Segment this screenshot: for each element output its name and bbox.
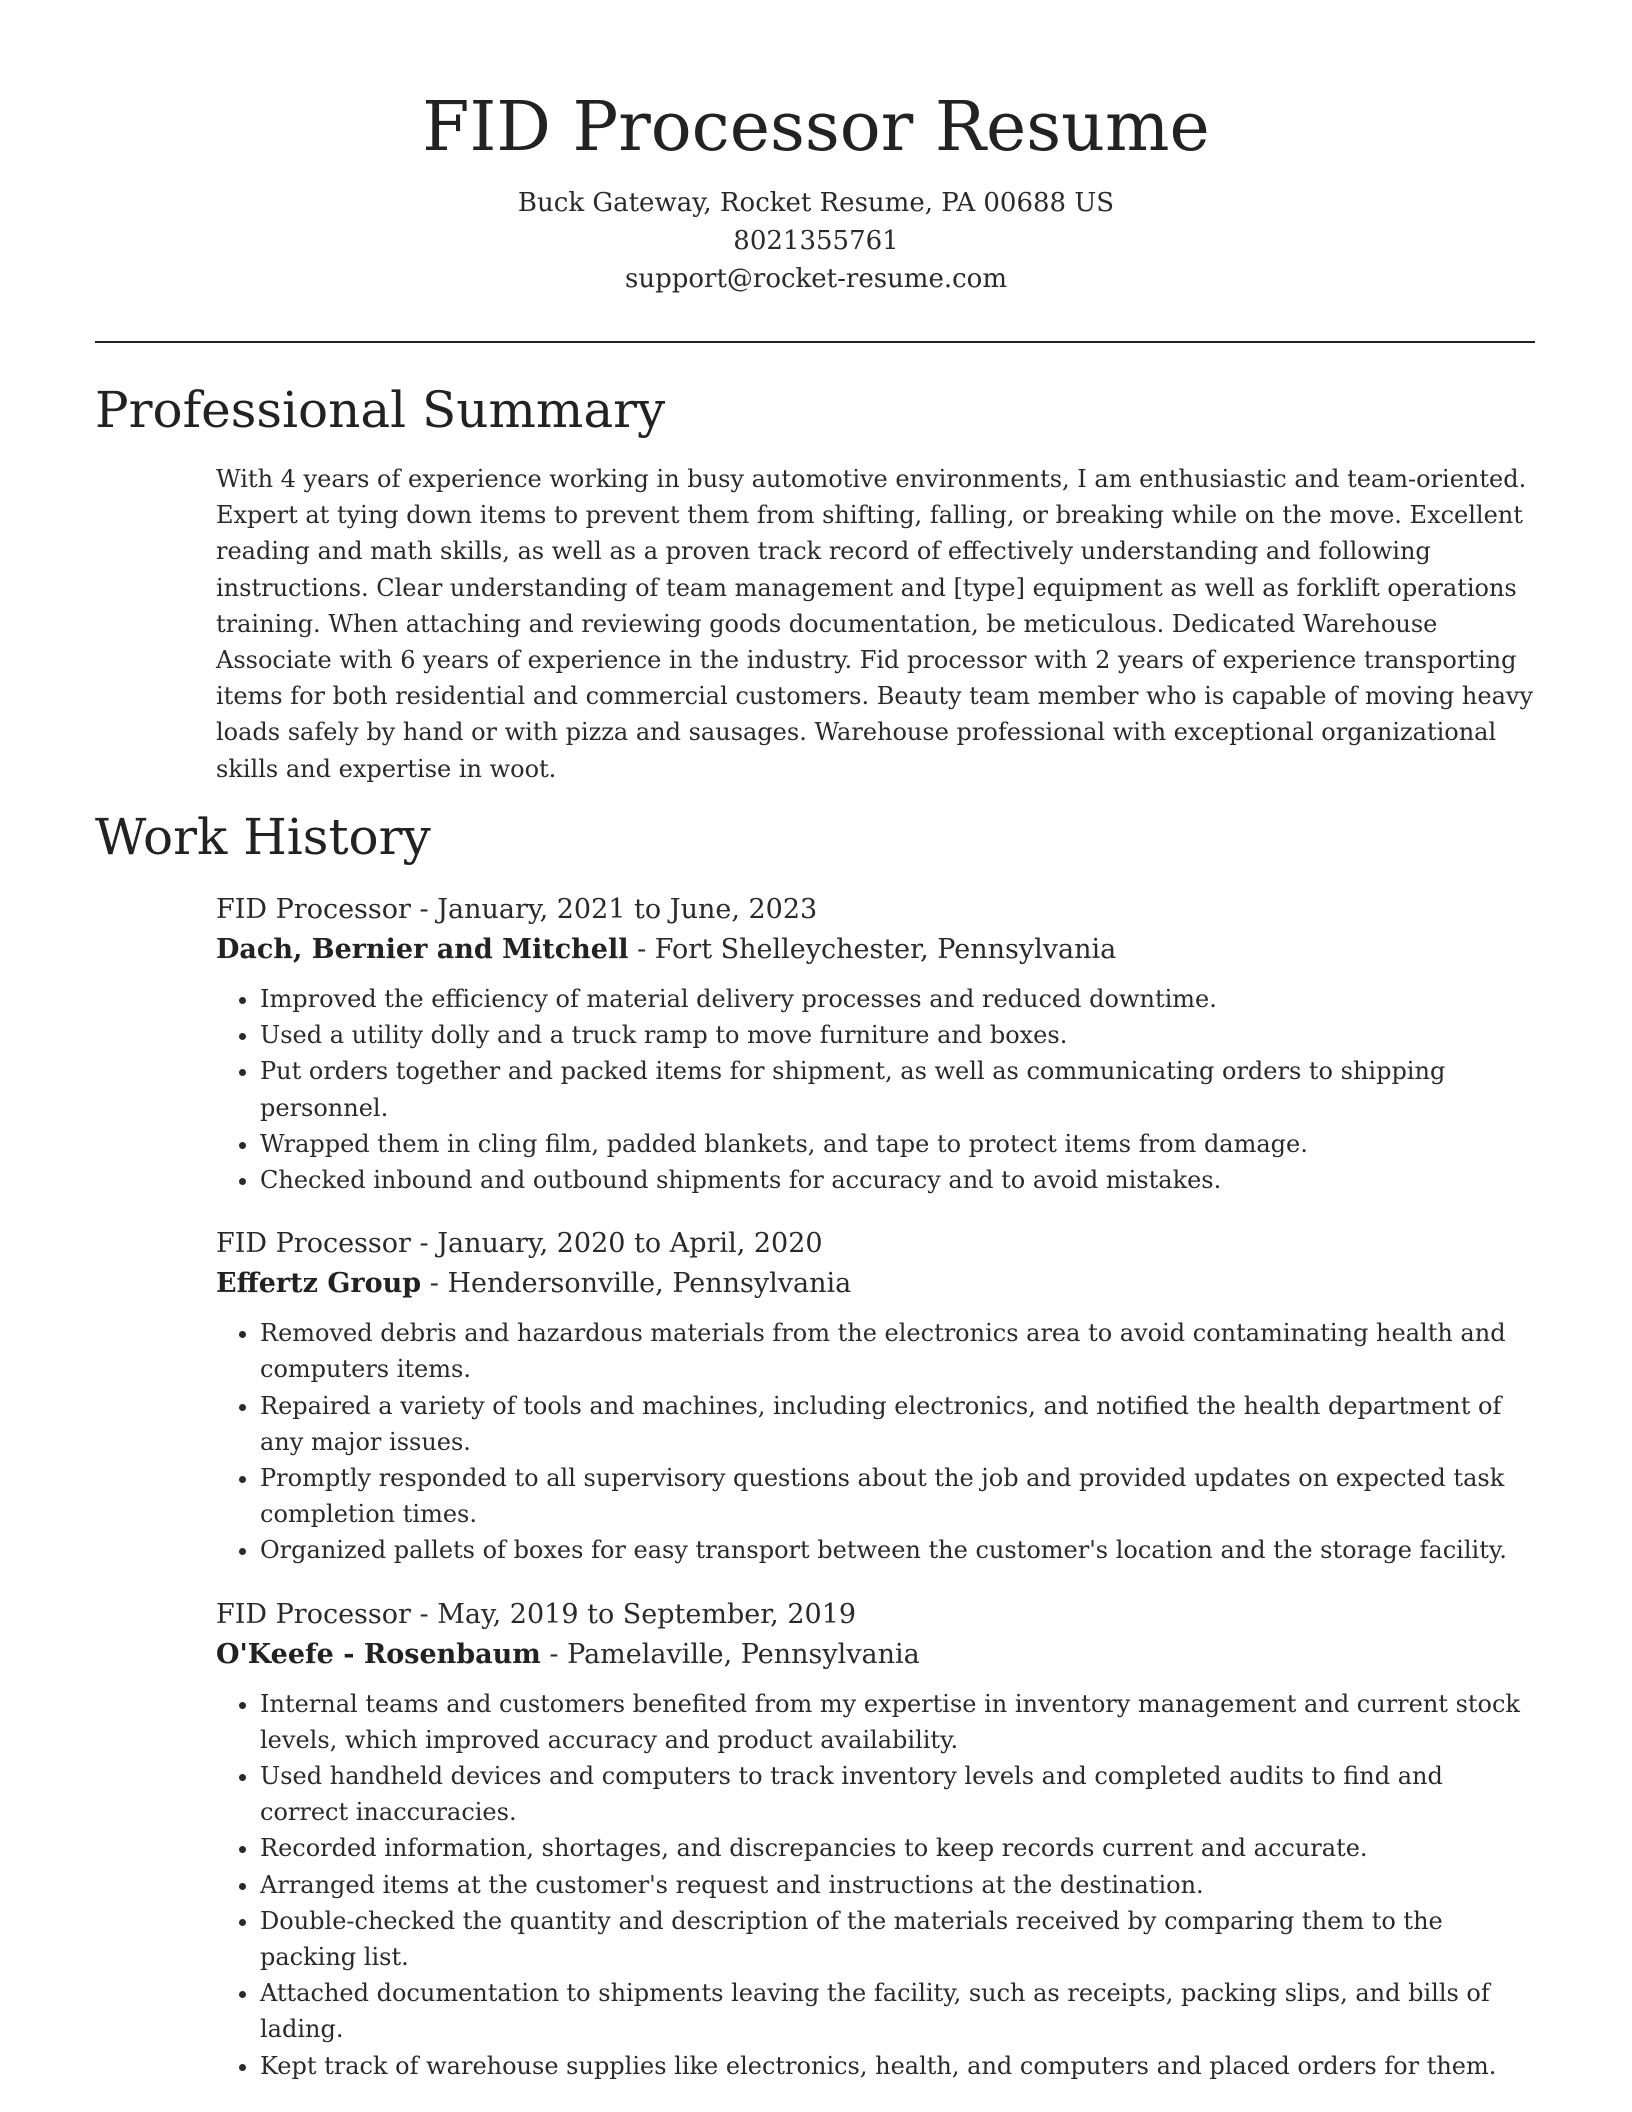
job-company-line bbox=[216, 930, 1536, 970]
work-history-heading: Work History bbox=[95, 808, 431, 866]
company-name: Dach, Bernier and Mitchell bbox=[216, 934, 629, 965]
contact-address: Buck Gateway, Rocket Resume, PA 00688 US bbox=[517, 188, 1115, 218]
job-bullets bbox=[216, 1686, 1536, 2084]
company-name: Effertz Group bbox=[216, 1268, 422, 1300]
list-item: • Checked inbound and outbound shipments for accuracy and to avoid mistakes. bbox=[260, 1162, 1536, 1198]
job-title-dates: FID Processor - January, 2021 to June, 2023 bbox=[216, 894, 818, 925]
job-entry bbox=[216, 890, 1536, 1198]
list-item: • Wrapped them in cling film, padded blankets, and tape to protect items from damage. bbox=[260, 1126, 1536, 1162]
job-bullets bbox=[216, 981, 1536, 1198]
contact-block bbox=[0, 184, 1632, 298]
job-title-dates: FID Processor - January, 2020 to April, 2020 bbox=[216, 1228, 823, 1260]
job-company-line bbox=[216, 1264, 1536, 1304]
job-title-dates: FID Processor - May, 2019 to September, 2019 bbox=[216, 1598, 857, 1630]
list-item: • Repaired a variety of tools and machines, including electronics, and notified the health department of any major issues. bbox=[260, 1388, 1536, 1460]
company-location: - Pamelaville, Pennsylvania bbox=[540, 1638, 920, 1670]
list-item: • Internal teams and customers benefited from my expertise in inventory management and current stock levels, which improved accuracy and product availability. bbox=[260, 1686, 1536, 1758]
company-location: - Fort Shelleychester, Pennsylvania bbox=[628, 934, 1117, 965]
header-divider bbox=[95, 341, 1535, 343]
work-history-list bbox=[216, 890, 1536, 2110]
list-item: • Double-checked the quantity and description of the materials received by comparing them to the packing list. bbox=[260, 1903, 1536, 1975]
summary-text: With 4 years of experience working in busy automotive environments, I am enthusiastic and team-oriented. Expert at tying down items to prevent them from shifting, falling, or breaking while on the move. Excellent reading and math skills, as well as a proven track record of effectively understanding and following instructions. Clear understanding of team management and [type] equipment as well as forklift operations training. When attaching and reviewing goods documentation, be meticulous. Dedicated Warehouse Associate with 6 years of experience in the industry. Fid processor with 2 years of experience transporting items for both residential and commercial customers. Beauty team member who is capable of moving heavy loads safely by hand or with pizza and sausages. Warehouse professional with exceptional organizational skills and expertise in woot. bbox=[216, 465, 1534, 783]
contact-phone: 8021355761 bbox=[733, 226, 899, 256]
list-item: • Recorded information, shortages, and discrepancies to keep records current and accurate. bbox=[260, 1830, 1536, 1866]
company-location: - Hendersonville, Pennsylvania bbox=[421, 1268, 852, 1300]
summary-heading: Professional Summary bbox=[95, 381, 666, 439]
list-item: • Attached documentation to shipments leaving the facility, such as receipts, packing slips, and bills of lading. bbox=[260, 1975, 1536, 2047]
job-entry bbox=[216, 1224, 1536, 1568]
list-item: • Organized pallets of boxes for easy transport between the customer's location and the storage facility. bbox=[260, 1532, 1536, 1568]
contact-email: support@rocket-resume.com bbox=[624, 264, 1007, 294]
resume-title: FID Processor Resume bbox=[422, 88, 1210, 167]
list-item: • Put orders together and packed items for shipment, as well as communicating orders to shipping personnel. bbox=[260, 1053, 1536, 1125]
list-item: • Used handheld devices and computers to track inventory levels and completed audits to find and correct inaccuracies. bbox=[260, 1758, 1536, 1830]
job-company-line bbox=[216, 1635, 1536, 1675]
job-entry bbox=[216, 1595, 1536, 2084]
list-item: • Arranged items at the customer's request and instructions at the destination. bbox=[260, 1867, 1536, 1903]
list-item: • Used a utility dolly and a truck ramp to move furniture and boxes. bbox=[260, 1017, 1536, 1053]
list-item: • Promptly responded to all supervisory questions about the job and provided updates on expected task completion times. bbox=[260, 1460, 1536, 1532]
resume-header bbox=[0, 0, 1632, 298]
company-name: O'Keefe - Rosenbaum bbox=[216, 1638, 541, 1670]
list-item: • Removed debris and hazardous materials from the electronics area to avoid contaminating health and computers items. bbox=[260, 1315, 1536, 1387]
list-item: • Kept track of warehouse supplies like electronics, health, and computers and placed orders for them. bbox=[260, 2048, 1536, 2084]
list-item: • Improved the efficiency of material delivery processes and reduced downtime. bbox=[260, 981, 1536, 1017]
job-bullets bbox=[216, 1315, 1536, 1568]
